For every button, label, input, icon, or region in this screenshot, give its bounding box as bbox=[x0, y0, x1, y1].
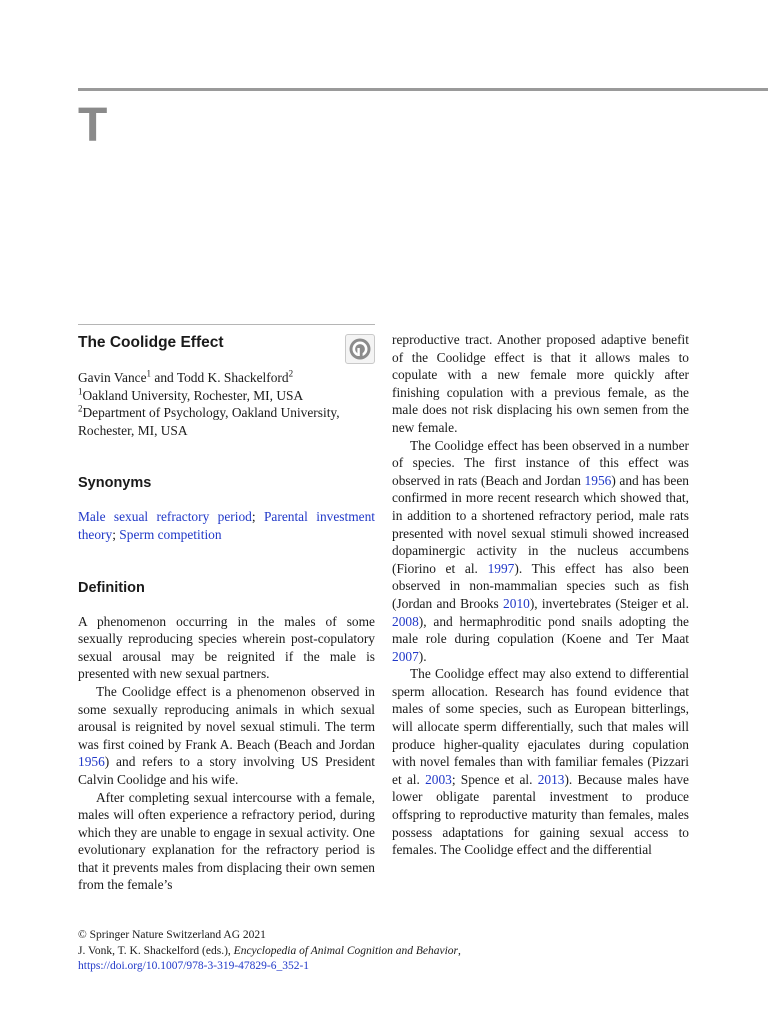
paragraph: The Coolidge effect has been observed in a number of species. The first instance of this effect was observed in rats (Beach and Jordan 1956) and has been confirmed in more recent research which showed that, in addition to a shortened refractory period, male rats presented with novel sexual stimuli showed increased dopaminergic activity in the nucleus accumbens (Fiorino et al. 1997). This effect has also been observed in non-mammalian species such as fish (Jordan and Brooks 2010), invertebrates (Steiger et al. 2008), and hermaphroditic pond snails adopting the male role during copulation (Koene and Ter Maat 2007). bbox=[392, 437, 689, 664]
paragraph: The Coolidge effect is a phenomenon observed in some sexually reproducing animals in which sexual arousal is reignited by novel sexual stimuli. The term was first coined by Frank A. Beach (Beach and Jordan 1956) and refers to a story involving US President Calvin Coolidge and his wife. bbox=[78, 683, 375, 787]
citation-link[interactable]: 1956 bbox=[78, 754, 105, 770]
doi-link[interactable]: https://doi.org/10.1007/978-3-319-47829-6_352-1 bbox=[78, 960, 310, 972]
synonyms-heading: Synonyms bbox=[78, 475, 152, 492]
citation-link[interactable]: 2003 bbox=[425, 771, 452, 787]
citation-link[interactable]: 2010 bbox=[503, 595, 530, 611]
paragraph: After completing sexual intercourse with a female, males will often experience a refractory period, during which they are unable to engage in sexual activity. One evolutionary explanation for the refractory period is that it prevents males from displacing their own semen from the female’s bbox=[78, 789, 375, 893]
paragraph: A phenomenon occurring in the males of some sexually reproducing species wherein post-copulatory sexual arousal may be reignited if the male is presented with new sexual partners. bbox=[78, 613, 375, 682]
synonyms-list: Male sexual refractory period; Parental investment theory; Sperm competition bbox=[78, 509, 375, 542]
definition-body bbox=[78, 613, 375, 895]
affiliation: $^2$Department of Psychology, Oakland University, Rochester, MI, USA bbox=[78, 403, 340, 438]
citation-link[interactable]: 1956 bbox=[584, 472, 612, 488]
author-name: Todd K. Shackelford bbox=[176, 370, 289, 385]
top-rule bbox=[78, 88, 768, 91]
right-column bbox=[392, 331, 689, 859]
citation-link[interactable]: 1997 bbox=[487, 560, 515, 576]
synonym-link[interactable]: Sperm competition bbox=[119, 526, 222, 542]
authors-line: Gavin Vance$^1$ and Todd K. Shackelford$^2$ bbox=[78, 368, 294, 385]
citation-link[interactable]: 2007 bbox=[392, 648, 419, 664]
citation-link[interactable]: 2013 bbox=[537, 771, 565, 787]
page-footer bbox=[78, 928, 538, 975]
affiliation: $^1$Oakland University, Rochester, MI, USA bbox=[78, 386, 304, 403]
paragraph: The Coolidge effect may also extend to differential sperm allocation. Research has found evidence that males of some species, such as European bitterlings, will allocate sperm differentially, such that males will produce higher-quality ejaculates during copulation with novel females than with familiar females (Pizzari et al. 2003; Spence et al. 2013). Because males have lower obligate parental investment to produce offspring to reproductive maturity than females, males possess adaptations for gaining sexual access to females. The Coolidge effect and the differential bbox=[392, 666, 689, 858]
citation-link[interactable]: 2008 bbox=[392, 613, 419, 629]
book-title: Encyclopedia of Animal Cognition and Behavior bbox=[233, 944, 458, 957]
synonym-link[interactable]: Male sexual refractory period bbox=[78, 509, 252, 525]
check-for-updates-button[interactable] bbox=[345, 334, 375, 364]
citation: J. Vonk, T. K. Shackelford (eds.), Encyclopedia of Animal Cognition and Behavior, bbox=[78, 944, 461, 957]
copyright: © Springer Nature Switzerland AG 2021 bbox=[78, 929, 266, 941]
section-letter: T bbox=[78, 99, 108, 152]
synonym-link[interactable]: Parental investment theory bbox=[78, 509, 375, 542]
left-column bbox=[78, 324, 375, 894]
author-block bbox=[78, 369, 375, 439]
author-name: Gavin Vance bbox=[78, 370, 147, 385]
entry-title: The Coolidge Effect bbox=[78, 334, 224, 351]
check-for-updates-icon bbox=[348, 337, 372, 361]
definition-heading: Definition bbox=[78, 579, 145, 596]
paragraph: reproductive tract. Another proposed adaptive benefit of the Coolidge effect is that it allows males to copulate with a new female more quickly after finishing copulation with a previous female, as the male does not risk displacing his own semen from the new female. bbox=[392, 332, 689, 435]
